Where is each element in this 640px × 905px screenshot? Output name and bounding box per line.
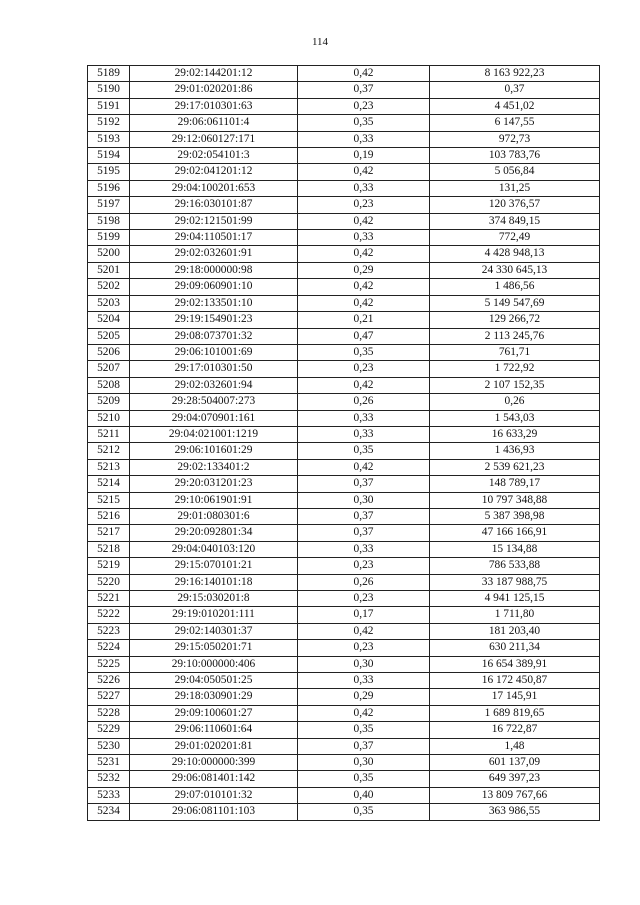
cadastral-number-cell: 29:02:054101:3 — [130, 148, 298, 164]
coefficient-cell: 0,35 — [298, 115, 430, 131]
table-row — [88, 230, 600, 246]
row-number-cell: 5215 — [88, 492, 130, 508]
amount-cell: 15 134,88 — [430, 541, 600, 557]
coefficient-cell: 0,17 — [298, 607, 430, 623]
table-row — [88, 148, 600, 164]
cadastral-number-cell: 29:04:110501:17 — [130, 230, 298, 246]
coefficient-cell: 0,23 — [298, 361, 430, 377]
row-number-cell: 5233 — [88, 787, 130, 803]
cadastral-number-cell: 29:09:100601:27 — [130, 705, 298, 721]
cadastral-number-cell: 29:15:070101:21 — [130, 558, 298, 574]
cadastral-number-cell: 29:20:092801:34 — [130, 525, 298, 541]
row-number-cell: 5216 — [88, 508, 130, 524]
table-row — [88, 344, 600, 360]
table-row — [88, 410, 600, 426]
cadastral-number-cell: 29:09:060901:10 — [130, 279, 298, 295]
row-number-cell: 5189 — [88, 66, 130, 82]
coefficient-cell: 0,37 — [298, 476, 430, 492]
coefficient-cell: 0,26 — [298, 394, 430, 410]
cadastral-number-cell: 29:02:032601:94 — [130, 377, 298, 393]
table-row — [88, 131, 600, 147]
coefficient-cell: 0,30 — [298, 656, 430, 672]
table-row — [88, 295, 600, 311]
coefficient-cell: 0,42 — [298, 705, 430, 721]
amount-cell: 148 789,17 — [430, 476, 600, 492]
coefficient-cell: 0,21 — [298, 312, 430, 328]
coefficient-cell: 0,33 — [298, 180, 430, 196]
amount-cell: 4 428 948,13 — [430, 246, 600, 262]
amount-cell: 33 187 988,75 — [430, 574, 600, 590]
coefficient-cell: 0,23 — [298, 591, 430, 607]
table-row — [88, 689, 600, 705]
row-number-cell: 5227 — [88, 689, 130, 705]
row-number-cell: 5224 — [88, 640, 130, 656]
amount-cell: 761,71 — [430, 344, 600, 360]
table-row — [88, 476, 600, 492]
table-row — [88, 787, 600, 803]
cadastral-number-cell: 29:17:010301:63 — [130, 98, 298, 114]
cadastral-number-cell: 29:01:020201:86 — [130, 82, 298, 98]
row-number-cell: 5222 — [88, 607, 130, 623]
coefficient-cell: 0,33 — [298, 131, 430, 147]
coefficient-cell: 0,33 — [298, 426, 430, 442]
table-row — [88, 377, 600, 393]
amount-cell: 181 203,40 — [430, 623, 600, 639]
row-number-cell: 5195 — [88, 164, 130, 180]
amount-cell: 16 633,29 — [430, 426, 600, 442]
amount-cell: 0,37 — [430, 82, 600, 98]
cadastral-number-cell: 29:04:050501:25 — [130, 673, 298, 689]
table-row — [88, 246, 600, 262]
cadastral-number-cell: 29:18:000000:98 — [130, 262, 298, 278]
amount-cell: 1 486,56 — [430, 279, 600, 295]
table-row — [88, 328, 600, 344]
cadastral-number-cell: 29:04:021001:1219 — [130, 426, 298, 442]
cadastral-number-cell: 29:02:041201:12 — [130, 164, 298, 180]
row-number-cell: 5229 — [88, 722, 130, 738]
coefficient-cell: 0,37 — [298, 738, 430, 754]
row-number-cell: 5208 — [88, 377, 130, 393]
coefficient-cell: 0,23 — [298, 98, 430, 114]
coefficient-cell: 0,35 — [298, 771, 430, 787]
cadastral-number-cell: 29:06:081101:103 — [130, 804, 298, 820]
cadastral-number-cell: 29:01:020201:81 — [130, 738, 298, 754]
row-number-cell: 5201 — [88, 262, 130, 278]
table-row — [88, 197, 600, 213]
row-number-cell: 5203 — [88, 295, 130, 311]
amount-cell: 10 797 348,88 — [430, 492, 600, 508]
row-number-cell: 5200 — [88, 246, 130, 262]
amount-cell: 2 107 152,35 — [430, 377, 600, 393]
table-row — [88, 771, 600, 787]
coefficient-cell: 0,35 — [298, 722, 430, 738]
coefficient-cell: 0,29 — [298, 689, 430, 705]
amount-cell: 4 451,02 — [430, 98, 600, 114]
amount-cell: 24 330 645,13 — [430, 262, 600, 278]
table-row — [88, 738, 600, 754]
amount-cell: 131,25 — [430, 180, 600, 196]
table-row — [88, 66, 600, 82]
cadastral-number-cell: 29:28:504007:273 — [130, 394, 298, 410]
amount-cell: 5 149 547,69 — [430, 295, 600, 311]
amount-cell: 13 809 767,66 — [430, 787, 600, 803]
cadastral-number-cell: 29:16:030101:87 — [130, 197, 298, 213]
coefficient-cell: 0,30 — [298, 755, 430, 771]
amount-cell: 374 849,15 — [430, 213, 600, 229]
row-number-cell: 5234 — [88, 804, 130, 820]
table-row — [88, 804, 600, 820]
cadastral-number-cell: 29:06:110601:64 — [130, 722, 298, 738]
coefficient-cell: 0,37 — [298, 82, 430, 98]
table-row — [88, 673, 600, 689]
cadastral-number-cell: 29:15:050201:71 — [130, 640, 298, 656]
amount-cell: 1,48 — [430, 738, 600, 754]
amount-cell: 1 436,93 — [430, 443, 600, 459]
cadastral-number-cell: 29:10:000000:406 — [130, 656, 298, 672]
table-row — [88, 82, 600, 98]
coefficient-cell: 0,42 — [298, 295, 430, 311]
coefficient-cell: 0,42 — [298, 377, 430, 393]
table-row — [88, 705, 600, 721]
row-number-cell: 5207 — [88, 361, 130, 377]
row-number-cell: 5197 — [88, 197, 130, 213]
row-number-cell: 5211 — [88, 426, 130, 442]
amount-cell: 5 056,84 — [430, 164, 600, 180]
coefficient-cell: 0,23 — [298, 640, 430, 656]
amount-cell: 1 722,92 — [430, 361, 600, 377]
cadastral-number-cell: 29:12:060127:171 — [130, 131, 298, 147]
cadastral-number-cell: 29:06:061101:4 — [130, 115, 298, 131]
table-row — [88, 623, 600, 639]
row-number-cell: 5198 — [88, 213, 130, 229]
row-number-cell: 5191 — [88, 98, 130, 114]
amount-cell: 649 397,23 — [430, 771, 600, 787]
table-row — [88, 574, 600, 590]
row-number-cell: 5204 — [88, 312, 130, 328]
coefficient-cell: 0,33 — [298, 230, 430, 246]
table-row — [88, 541, 600, 557]
table-row — [88, 755, 600, 771]
table-row — [88, 508, 600, 524]
table-row — [88, 459, 600, 475]
row-number-cell: 5230 — [88, 738, 130, 754]
table-row — [88, 115, 600, 131]
coefficient-cell: 0,23 — [298, 558, 430, 574]
row-number-cell: 5209 — [88, 394, 130, 410]
amount-cell: 8 163 922,23 — [430, 66, 600, 82]
table-row — [88, 180, 600, 196]
coefficient-cell: 0,42 — [298, 213, 430, 229]
amount-cell: 0,26 — [430, 394, 600, 410]
coefficient-cell: 0,42 — [298, 164, 430, 180]
table-row — [88, 492, 600, 508]
table-row — [88, 262, 600, 278]
coefficient-cell: 0,35 — [298, 443, 430, 459]
amount-cell: 5 387 398,98 — [430, 508, 600, 524]
amount-cell: 601 137,09 — [430, 755, 600, 771]
table-row — [88, 279, 600, 295]
row-number-cell: 5220 — [88, 574, 130, 590]
row-number-cell: 5193 — [88, 131, 130, 147]
amount-cell: 120 376,57 — [430, 197, 600, 213]
row-number-cell: 5225 — [88, 656, 130, 672]
amount-cell: 47 166 166,91 — [430, 525, 600, 541]
coefficient-cell: 0,26 — [298, 574, 430, 590]
cadastral-number-cell: 29:19:154901:23 — [130, 312, 298, 328]
cadastral-number-cell: 29:10:061901:91 — [130, 492, 298, 508]
amount-cell: 17 145,91 — [430, 689, 600, 705]
table-row — [88, 312, 600, 328]
cadastral-number-cell: 29:04:040103:120 — [130, 541, 298, 557]
coefficient-cell: 0,37 — [298, 508, 430, 524]
cadastral-number-cell: 29:18:030901:29 — [130, 689, 298, 705]
coefficient-cell: 0,42 — [298, 623, 430, 639]
table-row — [88, 656, 600, 672]
cadastral-number-cell: 29:02:144201:12 — [130, 66, 298, 82]
coefficient-cell: 0,42 — [298, 459, 430, 475]
coefficient-cell: 0,47 — [298, 328, 430, 344]
row-number-cell: 5205 — [88, 328, 130, 344]
amount-cell: 2 539 621,23 — [430, 459, 600, 475]
table-body — [88, 66, 600, 821]
amount-cell: 6 147,55 — [430, 115, 600, 131]
cadastral-number-cell: 29:19:010201:111 — [130, 607, 298, 623]
amount-cell: 2 113 245,76 — [430, 328, 600, 344]
row-number-cell: 5202 — [88, 279, 130, 295]
cadastral-number-cell: 29:04:070901:161 — [130, 410, 298, 426]
cadastral-number-cell: 29:17:010301:50 — [130, 361, 298, 377]
cadastral-number-cell: 29:02:121501:99 — [130, 213, 298, 229]
cadastral-number-cell: 29:02:133501:10 — [130, 295, 298, 311]
table-row — [88, 98, 600, 114]
amount-cell: 363 986,55 — [430, 804, 600, 820]
cadastral-number-cell: 29:01:080301:6 — [130, 508, 298, 524]
coefficient-cell: 0,42 — [298, 66, 430, 82]
amount-cell: 103 783,76 — [430, 148, 600, 164]
cadastral-number-cell: 29:02:140301:37 — [130, 623, 298, 639]
amount-cell: 4 941 125,15 — [430, 591, 600, 607]
table-row — [88, 213, 600, 229]
table-row — [88, 591, 600, 607]
row-number-cell: 5232 — [88, 771, 130, 787]
cadastral-number-cell: 29:02:032601:91 — [130, 246, 298, 262]
coefficient-cell: 0,42 — [298, 246, 430, 262]
amount-cell: 972,73 — [430, 131, 600, 147]
row-number-cell: 5196 — [88, 180, 130, 196]
cadastral-number-cell: 29:16:140101:18 — [130, 574, 298, 590]
table-row — [88, 607, 600, 623]
amount-cell: 772,49 — [430, 230, 600, 246]
row-number-cell: 5231 — [88, 755, 130, 771]
row-number-cell: 5190 — [88, 82, 130, 98]
table-row — [88, 426, 600, 442]
coefficient-cell: 0,40 — [298, 787, 430, 803]
cadastral-number-cell: 29:02:133401:2 — [130, 459, 298, 475]
cadastral-number-cell: 29:06:101001:69 — [130, 344, 298, 360]
coefficient-cell: 0,37 — [298, 525, 430, 541]
coefficient-cell: 0,23 — [298, 197, 430, 213]
cadastral-number-cell: 29:06:101601:29 — [130, 443, 298, 459]
amount-cell: 1 543,03 — [430, 410, 600, 426]
data-table — [87, 65, 600, 821]
cadastral-number-cell: 29:10:000000:399 — [130, 755, 298, 771]
table-row — [88, 394, 600, 410]
row-number-cell: 5221 — [88, 591, 130, 607]
table-row — [88, 443, 600, 459]
table-row — [88, 722, 600, 738]
row-number-cell: 5214 — [88, 476, 130, 492]
page-number: 114 — [311, 36, 329, 48]
row-number-cell: 5228 — [88, 705, 130, 721]
coefficient-cell: 0,30 — [298, 492, 430, 508]
row-number-cell: 5226 — [88, 673, 130, 689]
amount-cell: 1 689 819,65 — [430, 705, 600, 721]
row-number-cell: 5210 — [88, 410, 130, 426]
row-number-cell: 5218 — [88, 541, 130, 557]
cadastral-number-cell: 29:04:100201:653 — [130, 180, 298, 196]
coefficient-cell: 0,29 — [298, 262, 430, 278]
row-number-cell: 5194 — [88, 148, 130, 164]
cadastral-number-cell: 29:08:073701:32 — [130, 328, 298, 344]
coefficient-cell: 0,33 — [298, 673, 430, 689]
amount-cell: 16 172 450,87 — [430, 673, 600, 689]
amount-cell: 786 533,88 — [430, 558, 600, 574]
coefficient-cell: 0,35 — [298, 344, 430, 360]
cadastral-number-cell: 29:07:010101:32 — [130, 787, 298, 803]
table-row — [88, 640, 600, 656]
row-number-cell: 5206 — [88, 344, 130, 360]
amount-cell: 630 211,34 — [430, 640, 600, 656]
cadastral-number-cell: 29:06:081401:142 — [130, 771, 298, 787]
amount-cell: 16 722,87 — [430, 722, 600, 738]
row-number-cell: 5212 — [88, 443, 130, 459]
cadastral-number-cell: 29:15:030201:8 — [130, 591, 298, 607]
coefficient-cell: 0,33 — [298, 410, 430, 426]
amount-cell: 1 711,80 — [430, 607, 600, 623]
row-number-cell: 5192 — [88, 115, 130, 131]
cadastral-number-cell: 29:20:031201:23 — [130, 476, 298, 492]
amount-cell: 16 654 389,91 — [430, 656, 600, 672]
coefficient-cell: 0,33 — [298, 541, 430, 557]
coefficient-cell: 0,35 — [298, 804, 430, 820]
coefficient-cell: 0,19 — [298, 148, 430, 164]
table-row — [88, 525, 600, 541]
row-number-cell: 5219 — [88, 558, 130, 574]
coefficient-cell: 0,42 — [298, 279, 430, 295]
table-row — [88, 164, 600, 180]
table-row — [88, 361, 600, 377]
row-number-cell: 5223 — [88, 623, 130, 639]
row-number-cell: 5213 — [88, 459, 130, 475]
row-number-cell: 5217 — [88, 525, 130, 541]
table-row — [88, 558, 600, 574]
row-number-cell: 5199 — [88, 230, 130, 246]
amount-cell: 129 266,72 — [430, 312, 600, 328]
